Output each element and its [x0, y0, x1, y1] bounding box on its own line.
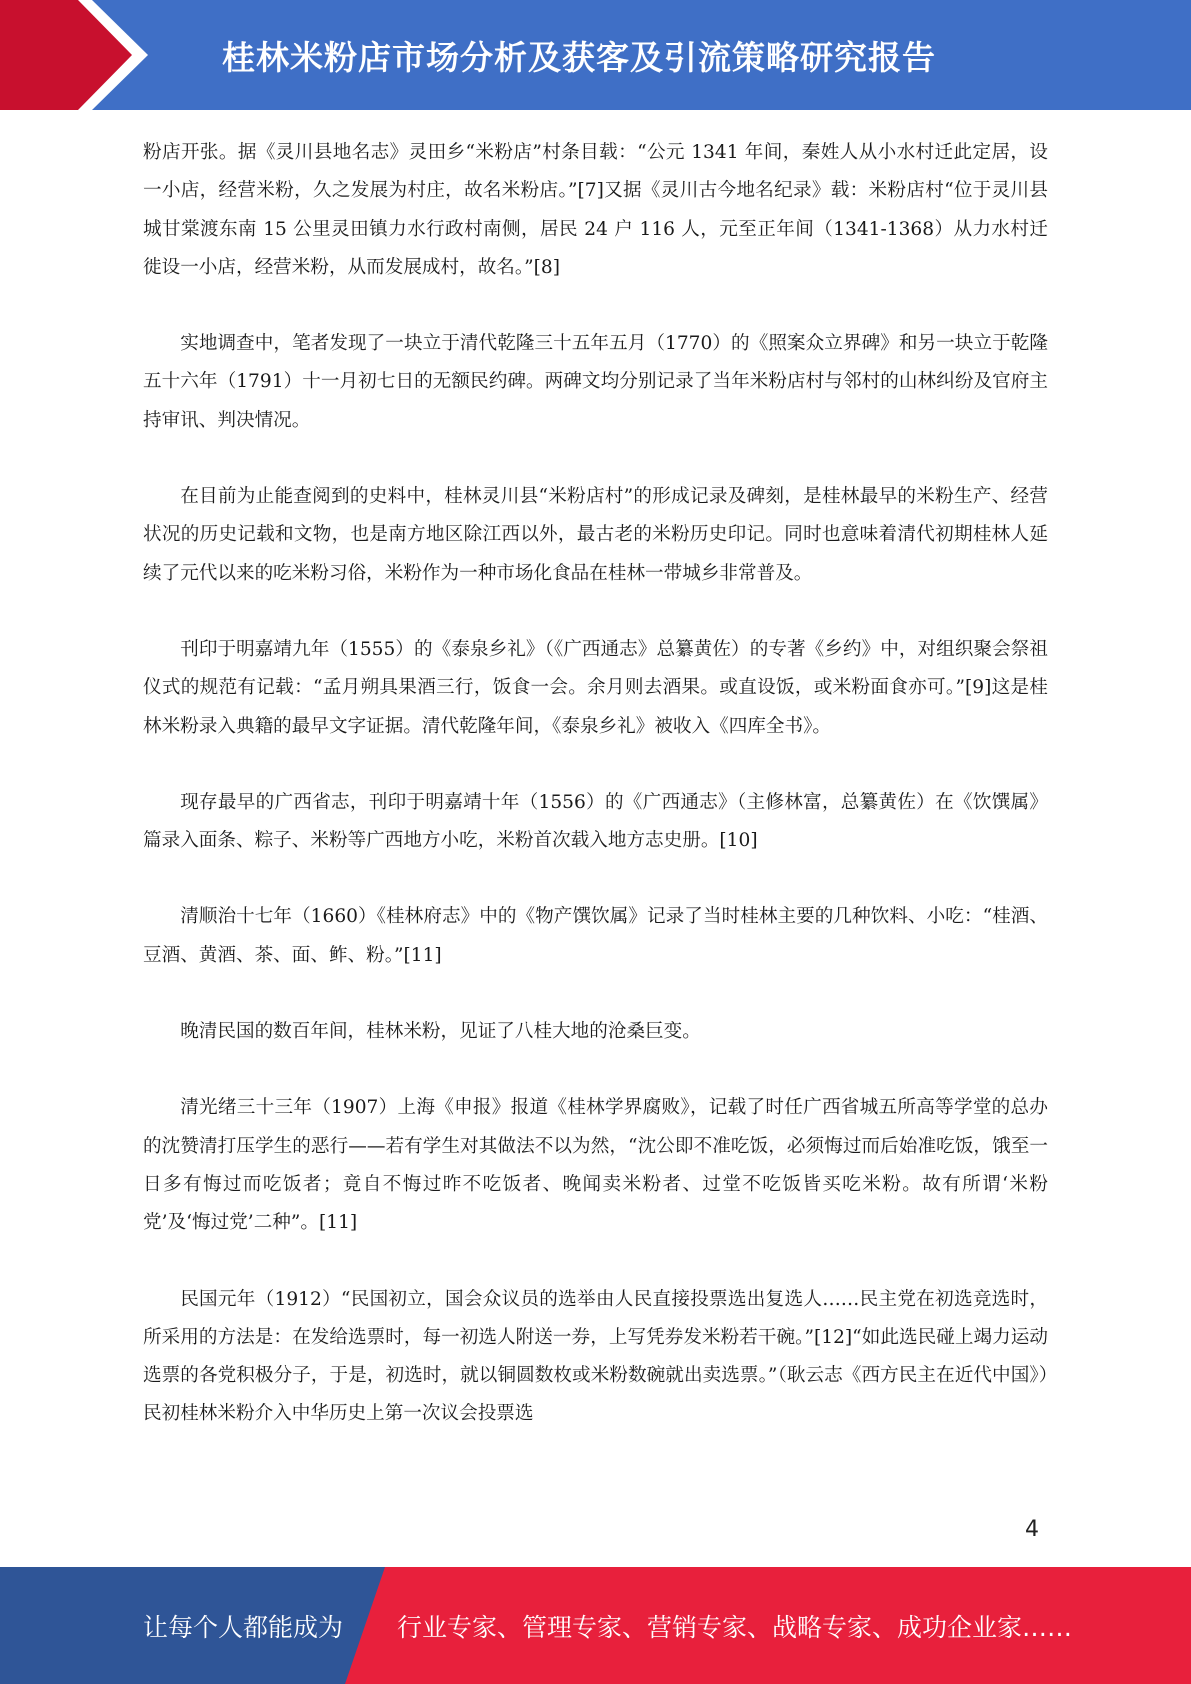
- paragraph: 民国元年（1912）“民国初立，国会众议员的选举由人民直接投票选出复选人……民主党在初选竞选时，所采用的方法是：在发给选票时，每一初选人附送一券，上写凭券发米粉若干碗。”[12]“如此选民碰上竭力运动选票的各党积极分子，于是，初选时，就以铜圆数枚或米粉数碗就出卖选票。”（耿云志《西方民主在近代中国》）民初桂林米粉介入中华历史上第一次议会投票选: [143, 1288, 1048, 1425]
- paragraph: 清顺治十七年（1660）《桂林府志》中的《物产馔饮属》记录了当时桂林主要的几种饮料、小吃：“桂酒、豆酒、黄酒、茶、面、鲊、粉。”[11]: [143, 906, 1048, 966]
- paragraph: 实地调查中，笔者发现了一块立于清代乾隆三十五年五月（1770）的《照案众立界碑》和另一块立于乾隆五十六年（1791）十一月初七日的无额民约碑。两碑文均分别记录了当年米粉店村与邻村的山林纠纷及官府主持审讯、判决情况。: [143, 333, 1048, 431]
- paragraph: 在目前为止能查阅到的史料中，桂林灵川县“米粉店村”的形成记录及碑刻，是桂林最早的米粉生产、经营状况的历史记载和文物，也是南方地区除江西以外，最古老的米粉历史印记。同时也意味着清代初期桂林人延续了元代以来的吃米粉习俗，米粉作为一种市场化食品在桂林一带城乡非常普及。: [143, 486, 1048, 584]
- paragraph: 晚清民国的数百年间，桂林米粉，见证了八桂大地的沧桑巨变。: [180, 1021, 701, 1043]
- footer-slogan-left: 让每个人都能成为: [143, 1612, 344, 1642]
- body-text: [143, 134, 1048, 1472]
- paragraph: 粉店开张。据《灵川县地名志》灵田乡“米粉店”村条目载：“公元 1341 年间，秦姓人从小水村迁此定居，设一小店，经营米粉，久之发展为村庄，故名米粉店。”[7]又据《灵川古今地名纪录》载：米粉店村“位于灵川县城甘棠渡东南 15 公里灵田镇力水行政村南侧，居民 24 户 116 人，元至正年间（1341-1368）从力水村迁徙设一小店，经营米粉，从而发展成村，故名。”[8]: [143, 142, 1048, 278]
- report-title: 桂林米粉店市场分析及获客及引流策略研究报告: [222, 37, 936, 77]
- page-footer: [0, 1567, 1191, 1684]
- footer-slogan-right: 行业专家、管理专家、营销专家、战略专家、成功企业家……: [397, 1612, 1073, 1642]
- header-arrow-flag: [0, 0, 150, 110]
- paragraph: 刊印于明嘉靖九年（1555）的《泰泉乡礼》（《广西通志》总纂黄佐）的专著《乡约》中，对组织聚会祭祖仪式的规范有记载：“孟月朔具果酒三行，饭食一会。余月则去酒果。或直设饭，或米粉面食亦可。”[9]这是桂林米粉录入典籍的最早文字证据。清代乾隆年间，《泰泉乡礼》被收入《四库全书》。: [143, 638, 1048, 737]
- page-number: 4: [1025, 1517, 1039, 1542]
- paragraph: 现存最早的广西省志，刊印于明嘉靖十年（1556）的《广西通志》（主修林富，总纂黄佐）在《饮馔属》篇录入面条、粽子、米粉等广西地方小吃，米粉首次载入地方志史册。[10]: [143, 791, 1048, 852]
- page-header: [0, 0, 1191, 110]
- paragraph: 清光绪三十三年（1907）上海《申报》报道《桂林学界腐败》，记载了时任广西省城五所高等学堂的总办的沈赞清打压学生的恶行——若有学生对其做法不以为然，“沈公即不准吃饭，必须悔过而后始准吃饭，饿至一日多有悔过而吃饭者；竟自不悔过昨不吃饭者、晚闻卖米粉者、过堂不吃饭皆买吃米粉。故有所谓‘米粉党’及‘悔过党’二种”。[11]: [143, 1097, 1048, 1234]
